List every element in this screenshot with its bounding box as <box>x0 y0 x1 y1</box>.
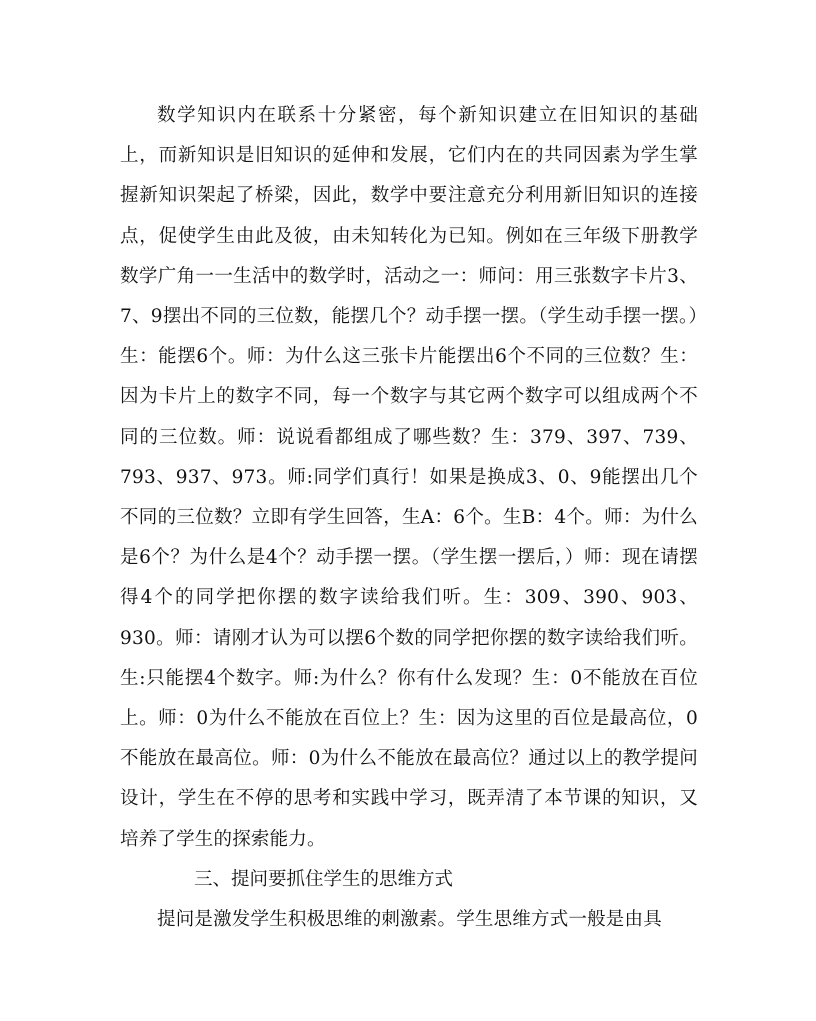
body-paragraph-continued: 提问是激发学生积极思维的刺激素。学生思维方式一般是由具 <box>157 909 662 931</box>
section-heading: 三、提问要抓住学生的思维方式 <box>194 868 454 890</box>
body-paragraph: 数学知识内在联系十分紧密，每个新知识建立在旧知识的基础上，而新知识是旧知识的延伸和发展，它们内在的共同因素为学生掌握新知识架起了桥梁，因此，数学中要注意充分利用新旧知识的连接点，促使学生由此及彼，由未知转化为已知。例如在三年级下册教学数学广角一一生活中的数学时，活动之一：师问：用三张数字卡片3、7、9摆出不同的三位数，能摆几个？动手摆一摆。（学生动手摆一摆。）生：能摆6个。师：为什么这三张卡片能摆出6个不同的三位数？生：因为卡片上的数字不同，每一个数字与其它两个数字可以组成两个不同的三位数。师：说说看都组成了哪些数？生：379、397、739、793、937、973。师:同学们真行！如果是换成3、0、9能摆出几个不同的三位数？立即有学生回答，生A：6个。生B：4个。师：为什么是6个？为什么是4个？动手摆一摆。（学生摆一摆后，）师：现在请摆得4个的同学把你摆的数字读给我们听。生：309、390、903、930。师：请刚才认为可以摆6个数的同学把你摆的数字读给我们听。生:只能摆4个数字。师:为什么？你有什么发现？生：0不能放在百位上。师：0为什么不能放在百位上？生：因为这里的百位是最高位，0不能放在最高位。师：0为什么不能放在最高位？通过以上的教学提问设计，学生在不停的思考和实践中学习，既弄清了本节课的知识，又培养了学生的探索能力。 <box>120 105 698 850</box>
document-page <box>120 96 698 940</box>
